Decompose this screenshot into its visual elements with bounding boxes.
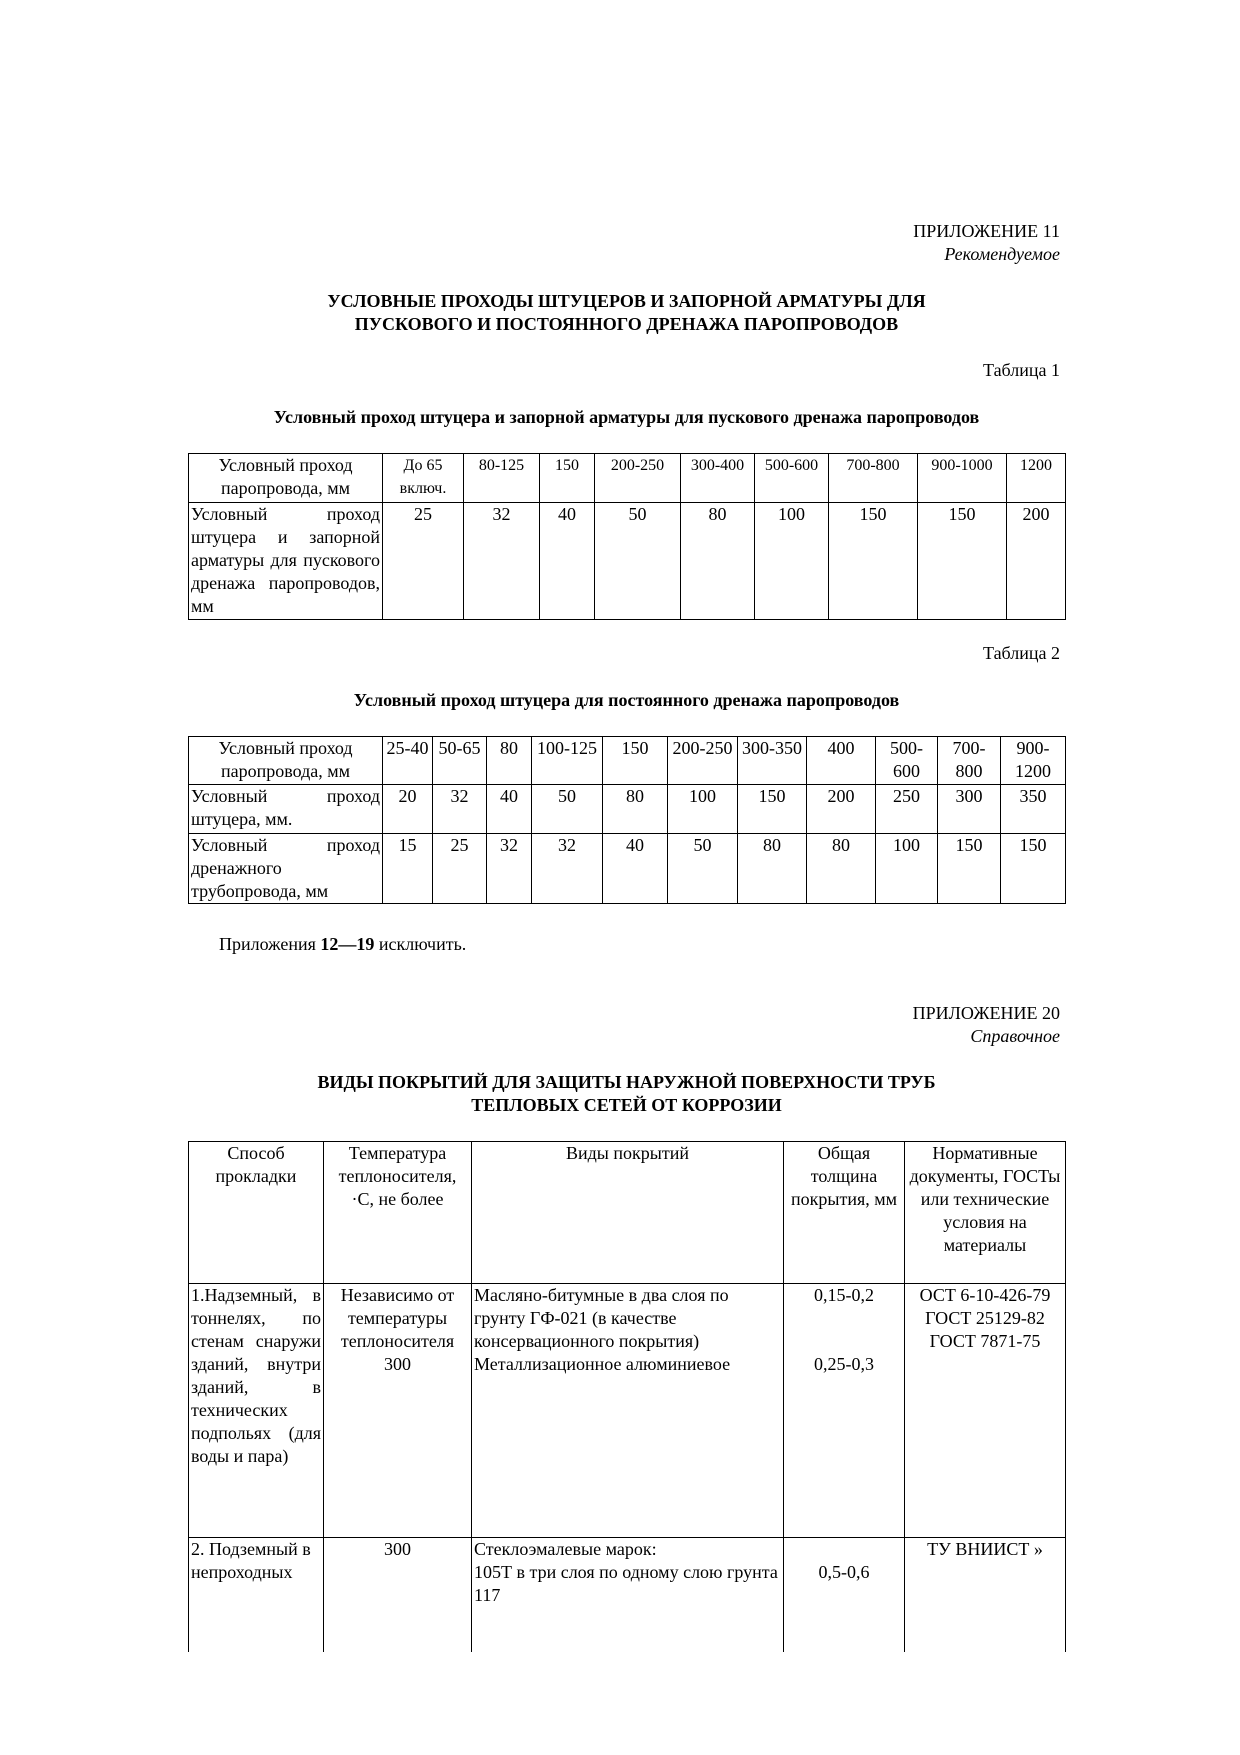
table3-header-cell: Общая толщина покрытия, мм [784, 1142, 905, 1284]
table2-cell: 40 [487, 785, 532, 834]
table3-thickness [784, 1284, 905, 1538]
table2-cell: 80 [603, 785, 668, 834]
table2-label: Таблица 2 [983, 643, 1060, 663]
coating-item: Металлизационное алюминиевое [474, 1354, 731, 1374]
note-prefix: Приложения [219, 934, 321, 954]
thickness-value: 0,5-0,6 [818, 1562, 870, 1582]
table3-method: 2. Подземный в непроходных [189, 1538, 324, 1653]
appendix-20-label: ПРИЛОЖЕНИЕ 20 [912, 1003, 1060, 1023]
note-range: 12—19 [320, 934, 375, 954]
table3-header-cell: Температура теплоносителя, ·С, не более [324, 1142, 472, 1284]
table2-header-cell: 700-800 [938, 737, 1001, 785]
table2 [188, 736, 1066, 904]
table2-cell: 200 [807, 785, 876, 834]
table3-header-cell: Способ прокладки [189, 1142, 324, 1284]
table3-coatings [472, 1538, 784, 1653]
table1-header-cell: 80-125 [464, 454, 540, 503]
table1-cell: 40 [540, 503, 595, 620]
table2-cell: 80 [738, 834, 807, 904]
table1-header-cell: 300-400 [681, 454, 755, 503]
table1-cell: 80 [681, 503, 755, 620]
table2-header-cell: 300-350 [738, 737, 807, 785]
table1-header-cell: 900-1000 [918, 454, 1007, 503]
table2-cell: 300 [938, 785, 1001, 834]
table1 [188, 453, 1066, 620]
page-cut-mask [180, 1652, 1080, 1755]
table2-header-cell: 25-40 [383, 737, 433, 785]
table2-cell: 100 [876, 834, 938, 904]
table2-cell: 350 [1001, 785, 1066, 834]
table1-cell: 32 [464, 503, 540, 620]
table1-cell: 200 [1007, 503, 1066, 620]
table1-label: Таблица 1 [983, 360, 1060, 380]
table2-cell: 20 [383, 785, 433, 834]
table2-cell: 150 [1001, 834, 1066, 904]
table2-cell: 50 [532, 785, 603, 834]
table1-header-cell: 1200 [1007, 454, 1066, 503]
table2-row-label: Условный проход штуцера, мм. [189, 785, 383, 834]
table2-cell: 250 [876, 785, 938, 834]
appendix-11-status: Рекомендуемое [944, 244, 1060, 264]
table1-header-cell: 500-600 [755, 454, 829, 503]
table2-caption: Условный проход штуцера для постоянного дренажа паропроводов [353, 690, 900, 710]
table2-cell: 150 [738, 785, 807, 834]
table3-header-cell: Нормативные документы, ГОСТы или технические условия на материалы [905, 1142, 1066, 1284]
exclusion-note [219, 933, 466, 956]
table2-cell: 15 [383, 834, 433, 904]
table1-caption: Условный проход штуцера и запорной арматуры для пускового дренажа паропроводов [273, 407, 980, 427]
table2-header-cell: 200-250 [668, 737, 738, 785]
table2-cell: 50 [668, 834, 738, 904]
table2-cell: 40 [603, 834, 668, 904]
table1-cell: 150 [918, 503, 1007, 620]
coating-item: 105Т в три слоя по одному слою грунта 117 [474, 1562, 778, 1605]
table2-cell: 32 [532, 834, 603, 904]
table3-temp: 300 [324, 1538, 472, 1653]
appendix-11-title-line2: ПУСКОВОГО И ПОСТОЯННОГО ДРЕНАЖА ПАРОПРОВОДОВ [354, 314, 899, 334]
table2-header-cell: 900-1200 [1001, 737, 1066, 785]
thickness-value: 0,25-0,3 [814, 1354, 874, 1374]
table1-row-label: Условный проход штуцера и запорной арматуры для пускового дренажа паропроводов, мм [189, 503, 383, 620]
table2-header-cell: 150 [603, 737, 668, 785]
table1-header-cell: 700-800 [829, 454, 918, 503]
table3-header-cell: Виды покрытий [472, 1142, 784, 1284]
table1-cell: 25 [383, 503, 464, 620]
appendix-11-title-line1: УСЛОВНЫЕ ПРОХОДЫ ШТУЦЕРОВ И ЗАПОРНОЙ АРМАТУРЫ ДЛЯ [327, 291, 926, 311]
table2-header-cell: 500-600 [876, 737, 938, 785]
table2-cell: 32 [433, 785, 487, 834]
table3-docs: ОСТ 6-10-426-79 ГОСТ 25129-82 ГОСТ 7871-75 [905, 1284, 1066, 1538]
table1-cell: 50 [595, 503, 681, 620]
table2-header-cell: 400 [807, 737, 876, 785]
table2-cell: 80 [807, 834, 876, 904]
appendix-11-label: ПРИЛОЖЕНИЕ 11 [913, 221, 1060, 241]
table3-thickness [784, 1538, 905, 1653]
thickness-value: 0,15-0,2 [814, 1285, 874, 1305]
table3-method: 1.Надземный, в тоннелях, по стенам снаружи зданий, внутри зданий, в технических подпольях (для воды и пара) [189, 1284, 324, 1538]
appendix-20-status: Справочное [970, 1026, 1060, 1046]
table3 [188, 1141, 1066, 1653]
table3-temp: Независимо от температуры теплоносителя 300 [324, 1284, 472, 1538]
table1-header-cell: Условный проход паропровода, мм [189, 454, 383, 503]
table3-docs: ТУ ВНИИСТ » [905, 1538, 1066, 1653]
table1-cell: 150 [829, 503, 918, 620]
coating-item: Стеклоэмалевые марок: [474, 1539, 657, 1559]
table2-header-cell: 50-65 [433, 737, 487, 785]
table1-header-cell: До 65 включ. [383, 454, 464, 503]
table2-cell: 100 [668, 785, 738, 834]
table3-coatings [472, 1284, 784, 1538]
table2-cell: 150 [938, 834, 1001, 904]
appendix-20-title-line1: ВИДЫ ПОКРЫТИЙ ДЛЯ ЗАЩИТЫ НАРУЖНОЙ ПОВЕРХНОСТИ ТРУБ [317, 1072, 936, 1092]
table1-header-cell: 200-250 [595, 454, 681, 503]
table2-row-label: Условный проход дренажного трубопровода, мм [189, 834, 383, 904]
table2-cell: 25 [433, 834, 487, 904]
table2-header-cell: Условный проход паропровода, мм [189, 737, 383, 785]
table1-cell: 100 [755, 503, 829, 620]
coating-item: Масляно-битумные в два слоя по грунту ГФ-021 (в качестве консервационного покрытия) [474, 1285, 729, 1351]
table2-header-cell: 80 [487, 737, 532, 785]
table2-cell: 32 [487, 834, 532, 904]
note-suffix: исключить. [374, 934, 467, 954]
table2-header-cell: 100-125 [532, 737, 603, 785]
appendix-20-title-line2: ТЕПЛОВЫХ СЕТЕЙ ОТ КОРРОЗИИ [471, 1095, 782, 1115]
table1-header-cell: 150 [540, 454, 595, 503]
